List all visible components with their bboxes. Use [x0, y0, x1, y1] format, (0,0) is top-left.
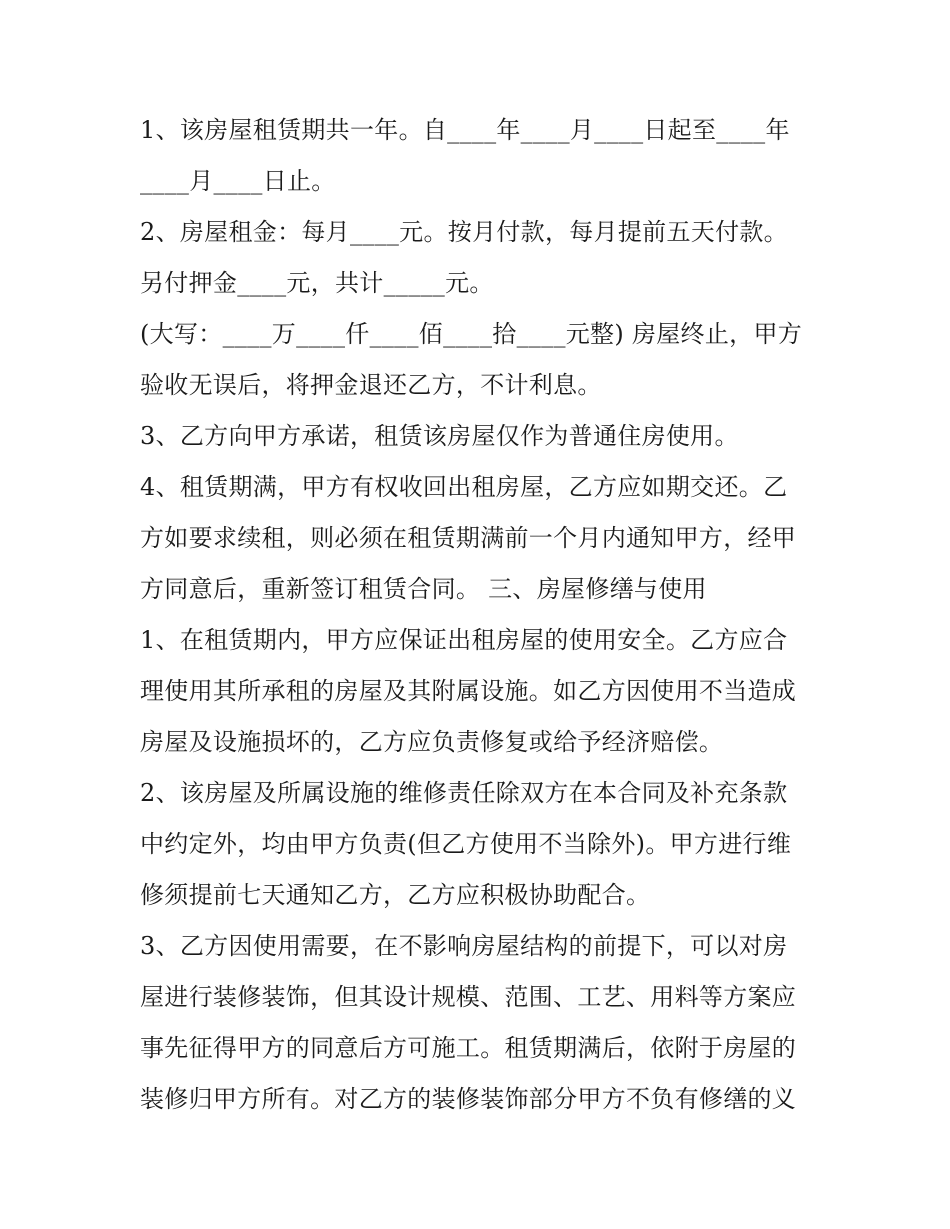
text-line: 2、房屋租金：每月____元。按月付款，每月提前五天付款。 — [140, 218, 788, 246]
text-line: 验收无误后，将押金退还乙方，不计利息。 — [140, 371, 602, 399]
text-line: (大写：____万____仟____佰____拾____元整) 房屋终止，甲方 — [140, 320, 803, 348]
document-body — [140, 105, 820, 1125]
text-line: 方如要求续租，则必须在租赁期满前一个月内通知甲方，经甲 — [140, 524, 797, 552]
text-line: 2、该房屋及所属设施的维修责任除双方在本合同及补充条款 — [140, 779, 788, 807]
text-line: 4、租赁期满，甲方有权收回出租房屋，乙方应如期交还。乙 — [140, 473, 788, 501]
text-line: 理使用其所承租的房屋及其附属设施。如乙方因使用不当造成 — [140, 677, 797, 705]
text-line: 中约定外，均由甲方负责(但乙方使用不当除外)。甲方进行维 — [140, 830, 792, 858]
text-line: 装修归甲方所有。对乙方的装修装饰部分甲方不负有修缮的义 — [140, 1085, 797, 1113]
text-line: 方同意后，重新签订租赁合同。 三、房屋修缮与使用 — [140, 575, 707, 603]
text-line: ____月____日止。 — [140, 167, 336, 195]
text-line: 3、乙方因使用需要，在不影响房屋结构的前提下，可以对房 — [140, 932, 788, 960]
text-line: 事先征得甲方的同意后方可施工。租赁期满后，依附于房屋的 — [140, 1034, 797, 1062]
text-line: 3、乙方向甲方承诺，租赁该房屋仅作为普通住房使用。 — [140, 422, 739, 450]
text-line: 另付押金____元，共计_____元。 — [140, 269, 494, 297]
text-line: 屋进行装修装饰，但其设计规模、范围、工艺、用料等方案应 — [140, 983, 797, 1011]
text-line: 修须提前七天通知乙方，乙方应积极协助配合。 — [140, 881, 651, 909]
text-line: 1、在租赁期内，甲方应保证出租房屋的使用安全。乙方应合 — [140, 626, 788, 654]
text-line: 房屋及设施损坏的，乙方应负责修复或给予经济赔偿。 — [140, 728, 724, 756]
text-line: 1、该房屋租赁期共一年。自____年____月____日起至____年 — [140, 116, 790, 144]
